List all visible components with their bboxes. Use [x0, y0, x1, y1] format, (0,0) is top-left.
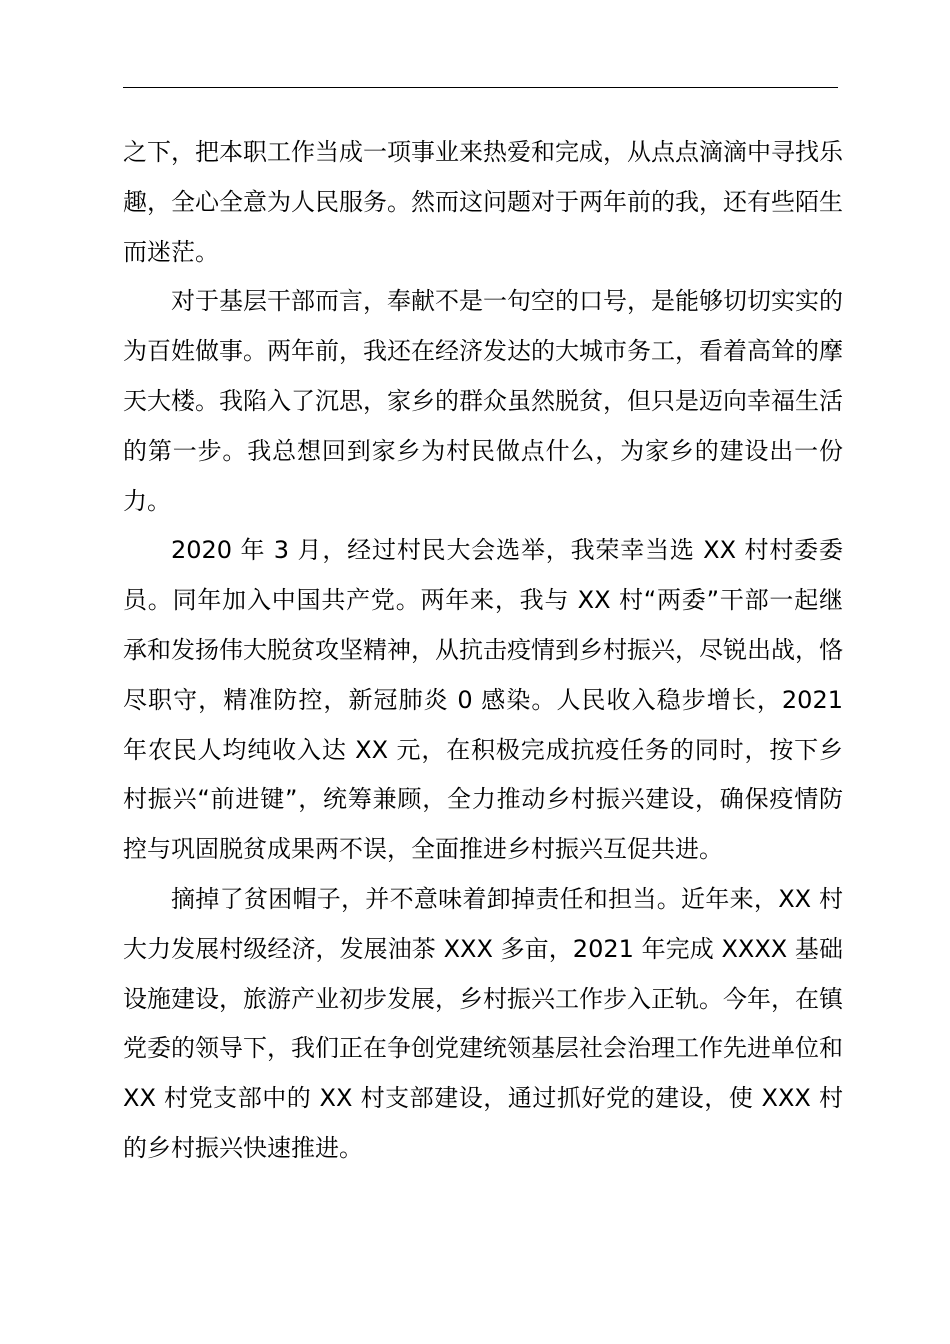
paragraph-3: 2020 年 3 月，经过村民大会选举，我荣幸当选 XX 村村委委员。同年加入中国共产党。两年来，我与 XX 村“两委”干部一起继承和发扬伟大脱贫攻坚精神，从抗击疫情到乡村振兴，尽锐出战，恪尽职守，精准防控，新冠肺炎 0 感染。人民收入稳步增长，2021 年农民人均纯收入达 XX 元，在积极完成抗疫任务的同时，按下乡村振兴“前进键”，统筹兼顾，全力推动乡村振兴建设，确保疫情防控与巩固脱贫成果两不误，全面推进乡村振兴互促共进。	[123, 536, 843, 864]
body-text	[123, 128, 843, 1174]
header-rule	[123, 87, 838, 88]
paragraph-1: 之下，把本职工作当成一项事业来热爱和完成，从点点滴滴中寻找乐趣，全心全意为人民服务。然而这问题对于两年前的我，还有些陌生而迷茫。	[123, 138, 843, 266]
paragraph-2: 对于基层干部而言，奉献不是一句空的口号，是能够切切实实的为百姓做事。两年前，我还在经济发达的大城市务工，看着高耸的摩天大楼。我陷入了沉思，家乡的群众虽然脱贫，但只是迈向幸福生活的第一步。我总想回到家乡为村民做点什么，为家乡的建设出一份力。	[123, 287, 843, 515]
paragraph-4: 摘掉了贫困帽子，并不意味着卸掉责任和担当。近年来，XX 村大力发展村级经济，发展油茶 XXX 多亩，2021 年完成 XXXX 基础设施建设，旅游产业初步发展，乡村振兴工作步入正轨。今年，在镇党委的领导下，我们正在争创党建统领基层社会治理工作先进单位和 XX 村党支部中的 XX 村支部建设，通过抓好党的建设，使 XXX 村的乡村振兴快速推进。	[123, 884, 843, 1162]
